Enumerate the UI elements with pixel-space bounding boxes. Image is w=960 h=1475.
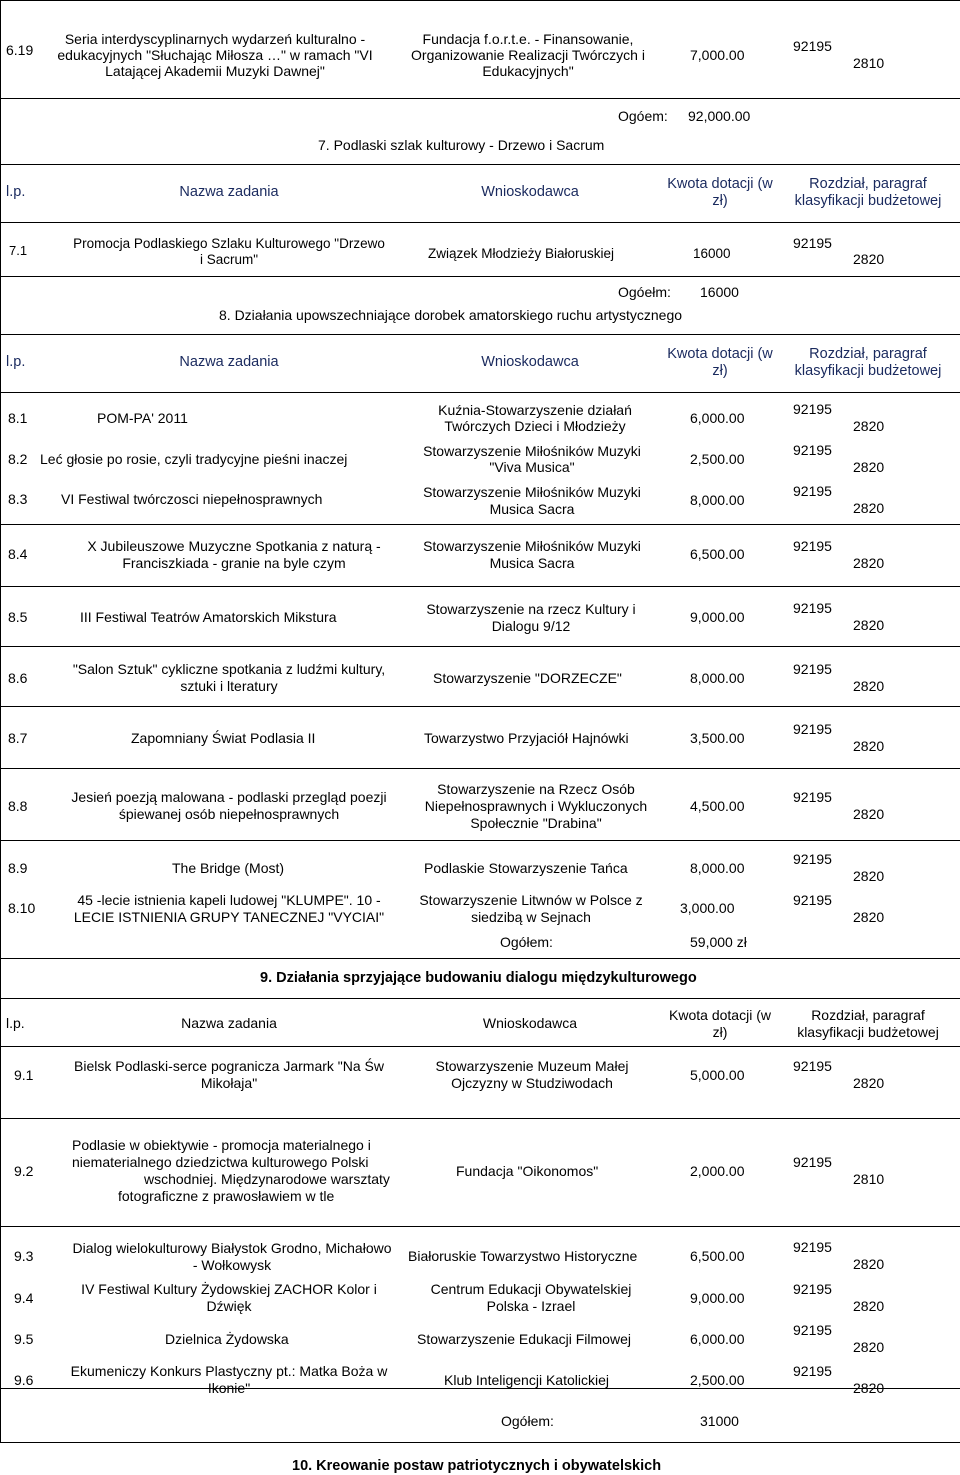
header-amount: zł) xyxy=(712,193,728,209)
section-title: 8. Działania upowszechniające dorobek amatorskiego ruchu artystycznego xyxy=(219,307,683,323)
cell-lp: 9.4 xyxy=(14,1290,34,1306)
cell-applicant-line: "Viva Musica" xyxy=(489,459,575,475)
total-value: 59,000 zł xyxy=(690,934,747,950)
cell-paragraph: 2820 xyxy=(853,1256,885,1272)
header-applicant: Wnioskodawca xyxy=(482,1015,578,1031)
cell-paragraph: 2820 xyxy=(853,617,885,633)
cell-applicant-line: Stowarzyszenie Muzeum Małej xyxy=(435,1058,629,1074)
cell-amount: 6,000.00 xyxy=(690,1331,745,1347)
cell-applicant-line: Klub Inteligencji Katolickiej xyxy=(444,1372,609,1388)
cell-amount: 8,000.00 xyxy=(690,670,745,686)
cell-chapter: 92195 xyxy=(793,538,832,554)
cell-amount: 2,500.00 xyxy=(690,451,745,467)
cell-name-line: VI Festiwal twórczosci niepełnosprawnych xyxy=(61,491,323,507)
cell-chapter: 92195 xyxy=(793,1154,832,1170)
cell-lp: 9.3 xyxy=(14,1248,34,1264)
cell-amount: 3,500.00 xyxy=(690,730,745,746)
header-classification: Rozdział, paragraf xyxy=(809,176,927,192)
cell-paragraph: 2820 xyxy=(853,806,885,822)
cell-name-line: Dźwięk xyxy=(206,1298,252,1314)
cell-name-line: Jesień poezją malowana - podlaski przegląd poezji xyxy=(71,789,387,805)
cell-name-line: Ekumeniczy Konkurs Plastyczny pt.: Matka Boża w xyxy=(70,1363,388,1379)
cell-applicant-line: Musica Sacra xyxy=(489,501,575,517)
cell-applicant-line: Dialogu 9/12 xyxy=(491,618,571,634)
section-title: 9. Działania sprzyjające budowaniu dialogu międzykulturowego xyxy=(260,970,697,986)
cell-paragraph: 2820 xyxy=(853,459,885,475)
row-divider xyxy=(0,276,960,277)
cell-applicant-line: Stowarzyszenie "DORZECZE" xyxy=(433,670,622,686)
cell-name-line: Zapomniany Świat Podlasia II xyxy=(131,730,316,746)
total-label: Ogółem: xyxy=(501,1413,554,1429)
cell-applicant-line: Stowarzyszenie Miłośników Muzyki xyxy=(423,443,641,459)
cell-name-line: Leć głosie po rosie, czyli tradycyjne pieśni inaczej xyxy=(40,451,348,467)
row-divider xyxy=(0,706,960,707)
cell-chapter: 92195 xyxy=(793,789,832,805)
cell-amount: 9,000.00 xyxy=(690,1290,745,1306)
row-divider xyxy=(0,1046,960,1047)
cell-applicant-line: Stowarzyszenie Miłośników Muzyki xyxy=(423,484,641,500)
cell-name-line: i Sacrum" xyxy=(199,252,259,267)
cell-lp: 8.9 xyxy=(8,860,28,876)
cell-applicant-line: Związek Młodzieży Białoruskiej xyxy=(428,246,615,261)
cell-chapter: 92195 xyxy=(793,1058,832,1074)
cell-name-line: Promocja Podlaskiego Szlaku Kulturowego "Drzewo xyxy=(73,236,385,251)
header-applicant: Wnioskodawca xyxy=(481,184,579,200)
cell-amount: 8,000.00 xyxy=(690,860,745,876)
cell-applicant-line: Społecznie "Drabina" xyxy=(470,815,602,831)
cell-applicant-line: Niepełnosprawnych i Wykluczonych xyxy=(424,798,648,814)
cell-paragraph: 2820 xyxy=(853,1075,885,1091)
row-divider xyxy=(0,1226,960,1227)
total-value: 92,000.00 xyxy=(688,108,751,124)
cell-paragraph: 2810 xyxy=(853,1171,885,1187)
cell-paragraph: 2820 xyxy=(853,738,885,754)
cell-lp: 7.1 xyxy=(9,243,28,258)
cell-name-line: śpiewanej osób niepełnosprawnych xyxy=(118,806,340,822)
cell-name-text: wschodniej. Międzynarodowe warsztaty xyxy=(144,1171,390,1187)
cell-chapter: 92195 xyxy=(793,721,832,737)
cell-paragraph: 2820 xyxy=(853,1339,885,1355)
cell-applicant-line: Centrum Edukacji Obywatelskiej xyxy=(430,1281,632,1297)
cell-name-line: Seria interdyscyplinarnych wydarzeń kulturalno - xyxy=(64,31,366,47)
cell-amount: 7,000.00 xyxy=(690,47,745,63)
cell-name-line: niematerialnego dziedzictwa kulturowego Polski xyxy=(72,1154,369,1170)
cell-paragraph: 2820 xyxy=(853,678,885,694)
cell-lp: 9.2 xyxy=(14,1163,34,1179)
cell-applicant-line: Stowarzyszenie Miłośników Muzyki xyxy=(423,538,641,554)
cell-applicant-line: Stowarzyszenie Edukacji Filmowej xyxy=(417,1331,631,1347)
cell-chapter: 92195 xyxy=(793,401,832,417)
cell-amount: 9,000.00 xyxy=(690,609,745,625)
cell-name-line: fotograficzne z prawosławiem w tle xyxy=(118,1188,335,1204)
cell-applicant-line: Stowarzyszenie na rzecz Kultury i xyxy=(426,601,636,617)
cell-applicant-line: siedzibą w Sejnach xyxy=(471,909,591,925)
cell-name-line: sztuki i lteratury xyxy=(180,678,278,694)
cell-lp: 8.6 xyxy=(8,670,28,686)
row-divider xyxy=(0,840,960,841)
cell-amount: 6,500.00 xyxy=(690,546,745,562)
cell-name-line: Podlasie w obiektywie - promocja materialnego i xyxy=(72,1137,371,1153)
header-classification: klasyfikacji budżetowej xyxy=(794,363,942,379)
cell-chapter: 92195 xyxy=(793,38,832,54)
row-divider xyxy=(0,958,960,959)
header-amount: Kwota dotacji (w xyxy=(669,1007,771,1023)
cell-amount: 16000 xyxy=(693,246,731,261)
cell-paragraph: 2820 xyxy=(853,555,885,571)
cell-lp: 9.5 xyxy=(14,1331,34,1347)
header-classification: Rozdział, paragraf xyxy=(811,1007,925,1023)
cell-name-line: The Bridge (Most) xyxy=(172,860,285,876)
row-divider xyxy=(0,1118,960,1119)
cell-chapter: 92195 xyxy=(793,235,832,251)
cell-name-line: Latającej Akademii Muzyki Dawnej" xyxy=(105,63,325,79)
cell-lp: 8.10 xyxy=(8,900,36,916)
row-divider xyxy=(0,0,960,1)
cell-chapter: 92195 xyxy=(793,1322,832,1338)
cell-name-line: Dzielnica Żydowska xyxy=(165,1331,289,1347)
cell-amount: 2,500.00 xyxy=(690,1372,745,1388)
row-divider xyxy=(0,646,960,647)
cell-amount: 4,500.00 xyxy=(690,798,745,814)
cell-applicant-line: Musica Sacra xyxy=(489,555,575,571)
cell-applicant-line: Towarzystwo Przyjaciół Hajnówki xyxy=(424,730,629,746)
row-divider xyxy=(0,1442,960,1443)
row-divider xyxy=(0,392,960,393)
cell-name-line: Franciszkiada - granie na byle czym xyxy=(122,555,346,571)
header-applicant: Wnioskodawca xyxy=(481,354,579,370)
cell-amount: 6,500.00 xyxy=(690,1248,745,1264)
cell-applicant-line: Polska - Izrael xyxy=(486,1298,576,1314)
cell-paragraph: 2820 xyxy=(853,418,885,434)
cell-name-line: edukacyjnych "Słuchając Miłosza …" w ramach "VI xyxy=(57,47,373,63)
cell-applicant-line: Organizowanie Realizacji Twórczych i xyxy=(411,47,645,63)
header-amount: zł) xyxy=(712,363,728,379)
cell-paragraph: 2820 xyxy=(853,251,885,267)
cell-name-line: X Jubileuszowe Muzyczne Spotkania z naturą - xyxy=(87,538,381,554)
cell-applicant-line: Podlaskie Stowarzyszenie Tańca xyxy=(424,860,628,876)
cell-lp: 8.2 xyxy=(8,451,28,467)
row-divider xyxy=(0,164,960,165)
cell-applicant-line: Fundacja "Oikonomos" xyxy=(456,1163,599,1179)
header-name: Nazwa zadania xyxy=(179,354,279,370)
cell-amount: 5,000.00 xyxy=(690,1067,745,1083)
cell-chapter: 92195 xyxy=(793,1281,832,1297)
cell-chapter: 92195 xyxy=(793,600,832,616)
header-classification: klasyfikacji budżetowej xyxy=(797,1024,939,1040)
cell-paragraph: 2820 xyxy=(853,1380,885,1396)
cell-chapter: 92195 xyxy=(793,483,832,499)
section-title: 7. Podlaski szlak kulturowy - Drzewo i Sacrum xyxy=(318,137,605,153)
cell-lp: 9.1 xyxy=(14,1067,34,1083)
cell-paragraph: 2820 xyxy=(853,909,885,925)
total-label: Ogóem: xyxy=(618,108,668,124)
cell-lp: 8.5 xyxy=(8,609,28,625)
total-label: Ogóełm: xyxy=(618,284,671,300)
cell-lp: 8.1 xyxy=(8,410,28,426)
cell-applicant-line: Edukacyjnych" xyxy=(482,63,574,79)
cell-applicant-line: Białoruskie Towarzystwo Historyczne xyxy=(408,1248,638,1264)
cell-paragraph: 2820 xyxy=(853,1298,885,1314)
row-divider xyxy=(0,524,960,525)
cell-chapter: 92195 xyxy=(793,1239,832,1255)
header-lp: l.p. xyxy=(6,184,26,200)
section-title: 10. Kreowanie postaw patriotycznych i obywatelskich xyxy=(292,1458,662,1474)
cell-applicant-line: Stowarzyszenie Litwnów w Polsce z xyxy=(419,892,643,908)
cell-lp: 8.7 xyxy=(8,730,28,746)
row-divider xyxy=(0,768,960,769)
header-classification: klasyfikacji budżetowej xyxy=(794,193,942,209)
cell-applicant-line: Stowarzyszenie na Rzecz Osób xyxy=(437,781,635,797)
cell-lp: 8.3 xyxy=(8,491,28,507)
cell-chapter: 92195 xyxy=(793,1363,832,1379)
cell-lp: 6.19 xyxy=(6,42,34,58)
row-divider xyxy=(0,334,960,335)
cell-amount: 2,000.00 xyxy=(690,1163,745,1179)
header-amount: Kwota dotacji (w xyxy=(667,176,773,192)
row-divider xyxy=(0,586,960,587)
cell-applicant-line: Kuźnia-Stowarzyszenie działań xyxy=(438,402,632,418)
cell-chapter: 92195 xyxy=(793,661,832,677)
header-amount: Kwota dotacji (w xyxy=(667,346,773,362)
cell-applicant-line: Fundacja f.o.r.t.e. - Finansowanie, xyxy=(422,31,634,47)
cell-amount: 8,000.00 xyxy=(690,492,745,508)
cell-paragraph: 2810 xyxy=(853,55,885,71)
cell-name-line: III Festiwal Teatrów Amatorskich Mikstura xyxy=(80,609,337,625)
total-label: Ogółem: xyxy=(500,934,553,950)
cell-name-line: LECIE ISTNIENIA GRUPY TANECZNEJ "VYCIAI" xyxy=(73,909,385,925)
cell-name-line xyxy=(72,1171,390,1188)
header-name: Nazwa zadania xyxy=(179,184,279,200)
cell-paragraph: 2820 xyxy=(853,500,885,516)
header-lp: l.p. xyxy=(6,1015,25,1031)
cell-name-line: Dialog wielokulturowy Białystok Grodno, Michałowo xyxy=(72,1240,392,1256)
cell-name-line: Bielsk Podlaski-serce pogranicza Jarmark "Na Św xyxy=(74,1058,384,1074)
table-border-left xyxy=(0,0,1,1442)
cell-lp: 8.4 xyxy=(8,546,28,562)
total-value: 31000 xyxy=(700,1413,739,1429)
total-value: 16000 xyxy=(700,284,739,300)
cell-name-line: IV Festiwal Kultury Żydowskiej ZACHOR Kolor i xyxy=(81,1281,377,1297)
cell-name-line: - Wołkowysk xyxy=(192,1257,272,1273)
header-classification: Rozdział, paragraf xyxy=(809,346,927,362)
cell-name-line: 45 -lecie istnienia kapeli ludowej "KLUMPE". 10 - xyxy=(77,892,381,908)
cell-amount: 6,000.00 xyxy=(690,410,745,426)
cell-name-line: Ikonie" xyxy=(207,1380,251,1396)
cell-chapter: 92195 xyxy=(793,892,832,908)
cell-chapter: 92195 xyxy=(793,851,832,867)
row-divider xyxy=(0,222,960,223)
header-lp: l.p. xyxy=(6,354,26,370)
row-divider xyxy=(0,98,960,99)
cell-chapter: 92195 xyxy=(793,442,832,458)
row-divider xyxy=(0,998,960,999)
cell-name-line: "Salon Sztuk" cykliczne spotkania z ludźmi kultury, xyxy=(72,661,386,677)
cell-amount: 3,000.00 xyxy=(680,900,735,916)
cell-paragraph: 2820 xyxy=(853,868,885,884)
cell-lp: 9.6 xyxy=(14,1372,34,1388)
header-amount: zł) xyxy=(712,1024,728,1040)
cell-name-line: Mikołaja" xyxy=(200,1075,258,1091)
cell-applicant-line: Twórczych Dzieci i Młodzieży xyxy=(444,418,626,434)
cell-applicant-line: Ojczyzny w Studziwodach xyxy=(451,1075,613,1091)
cell-name-line: POM-PA' 2011 xyxy=(97,410,188,426)
header-name: Nazwa zadania xyxy=(181,1015,277,1031)
cell-lp: 8.8 xyxy=(8,798,28,814)
